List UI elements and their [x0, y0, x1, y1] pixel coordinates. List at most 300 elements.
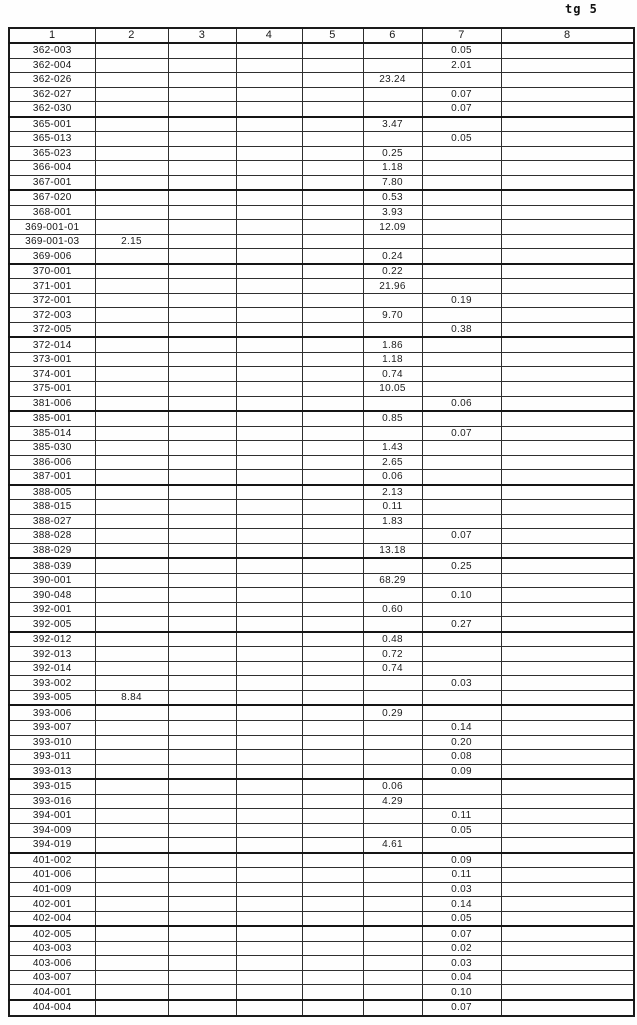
value-cell [236, 764, 302, 779]
value-cell [168, 411, 236, 426]
value-cell: 0.19 [422, 293, 501, 308]
value-cell [95, 632, 168, 647]
table-row [9, 602, 634, 617]
value-cell [422, 838, 501, 853]
table-row [9, 647, 634, 662]
value-cell [168, 764, 236, 779]
value-cell: 0.09 [422, 764, 501, 779]
value-cell [236, 868, 302, 883]
value-cell [236, 705, 302, 720]
table-row [9, 293, 634, 308]
value-cell [501, 897, 634, 912]
table-row [9, 853, 634, 868]
parcel-id-cell: 401-006 [9, 868, 95, 883]
value-cell [168, 58, 236, 73]
parcel-id-cell: 373-001 [9, 352, 95, 367]
value-cell [501, 632, 634, 647]
value-cell [363, 234, 422, 249]
value-cell [168, 161, 236, 176]
table-row [9, 882, 634, 897]
value-cell [302, 529, 363, 544]
table-row [9, 308, 634, 323]
value-cell [168, 661, 236, 676]
parcel-id-cell: 388-027 [9, 514, 95, 529]
value-cell: 0.11 [422, 868, 501, 883]
value-cell: 0.05 [422, 823, 501, 838]
value-cell [95, 705, 168, 720]
value-cell [168, 956, 236, 971]
value-cell [95, 941, 168, 956]
value-cell [168, 750, 236, 765]
column-header-1: 1 [9, 28, 95, 43]
value-cell [363, 956, 422, 971]
value-cell [95, 823, 168, 838]
parcel-id-cell: 388-028 [9, 529, 95, 544]
parcel-id-cell: 404-004 [9, 1000, 95, 1016]
value-cell [236, 132, 302, 147]
value-cell [422, 632, 501, 647]
value-cell [363, 588, 422, 603]
value-cell [422, 220, 501, 235]
value-cell [168, 205, 236, 220]
value-cell [95, 647, 168, 662]
table-row [9, 455, 634, 470]
value-cell [95, 558, 168, 573]
parcel-id-cell: 372-014 [9, 337, 95, 352]
parcel-id-cell: 385-001 [9, 411, 95, 426]
parcel-id-cell: 393-015 [9, 779, 95, 794]
value-cell [302, 87, 363, 102]
value-cell [501, 985, 634, 1000]
value-cell [501, 500, 634, 515]
value-cell [422, 279, 501, 294]
value-cell [302, 220, 363, 235]
parcel-id-cell: 362-026 [9, 73, 95, 88]
value-cell [501, 455, 634, 470]
value-cell [302, 146, 363, 161]
value-cell [363, 426, 422, 441]
value-cell [302, 897, 363, 912]
parcel-id-cell: 371-001 [9, 279, 95, 294]
parcel-id-cell: 392-005 [9, 617, 95, 632]
table-row [9, 897, 634, 912]
table-row [9, 514, 634, 529]
value-cell [236, 396, 302, 411]
table-row [9, 322, 634, 337]
value-cell [501, 87, 634, 102]
value-cell [95, 264, 168, 279]
value-cell [95, 617, 168, 632]
value-cell [501, 911, 634, 926]
value-cell [95, 73, 168, 88]
value-cell [236, 632, 302, 647]
value-cell [168, 926, 236, 941]
value-cell [302, 779, 363, 794]
value-cell [501, 102, 634, 117]
table-row [9, 764, 634, 779]
value-cell [422, 455, 501, 470]
table-row [9, 926, 634, 941]
value-cell: 0.11 [363, 500, 422, 515]
parcel-id-cell: 362-003 [9, 43, 95, 58]
value-cell [95, 293, 168, 308]
value-cell [168, 146, 236, 161]
value-cell: 0.74 [363, 367, 422, 382]
value-cell [302, 102, 363, 117]
value-cell [501, 161, 634, 176]
value-cell [363, 941, 422, 956]
value-cell [302, 485, 363, 500]
value-cell [236, 809, 302, 824]
value-cell: 4.29 [363, 794, 422, 809]
value-cell [302, 764, 363, 779]
value-cell: 0.05 [422, 43, 501, 58]
value-cell [363, 132, 422, 147]
value-cell [95, 779, 168, 794]
value-cell [95, 794, 168, 809]
value-cell [501, 602, 634, 617]
value-cell [302, 293, 363, 308]
value-cell: 0.74 [363, 661, 422, 676]
value-cell [302, 382, 363, 397]
parcel-id-cell: 394-001 [9, 809, 95, 824]
value-cell [302, 838, 363, 853]
parcel-id-cell: 388-015 [9, 500, 95, 515]
table-row [9, 588, 634, 603]
value-cell [236, 58, 302, 73]
value-cell [236, 426, 302, 441]
value-cell [168, 470, 236, 485]
value-cell [302, 322, 363, 337]
value-cell [302, 411, 363, 426]
value-cell: 0.38 [422, 322, 501, 337]
table-row [9, 779, 634, 794]
value-cell [95, 322, 168, 337]
value-cell [501, 43, 634, 58]
value-cell [302, 823, 363, 838]
value-cell [422, 234, 501, 249]
value-cell [501, 764, 634, 779]
value-cell [422, 175, 501, 190]
table-row [9, 705, 634, 720]
value-cell [236, 382, 302, 397]
value-cell: 0.06 [363, 470, 422, 485]
column-header-7: 7 [422, 28, 501, 43]
value-cell [302, 647, 363, 662]
value-cell [363, 721, 422, 736]
value-cell [236, 970, 302, 985]
parcel-id-cell: 369-001-01 [9, 220, 95, 235]
table-row [9, 132, 634, 147]
table-row [9, 956, 634, 971]
value-cell [236, 926, 302, 941]
value-cell [422, 705, 501, 720]
value-cell [168, 249, 236, 264]
value-cell [501, 249, 634, 264]
table-row [9, 87, 634, 102]
value-cell [236, 573, 302, 588]
column-header-3: 3 [168, 28, 236, 43]
parcel-id-cell: 369-001-03 [9, 234, 95, 249]
value-cell [501, 529, 634, 544]
table-row [9, 823, 634, 838]
value-cell [168, 853, 236, 868]
value-cell [95, 396, 168, 411]
value-cell [236, 455, 302, 470]
value-cell [302, 853, 363, 868]
value-cell [168, 308, 236, 323]
value-cell [95, 602, 168, 617]
value-cell [168, 396, 236, 411]
value-cell [236, 514, 302, 529]
value-cell [168, 779, 236, 794]
value-cell [236, 602, 302, 617]
value-cell [95, 588, 168, 603]
value-cell [501, 514, 634, 529]
value-cell [302, 661, 363, 676]
parcel-id-cell: 390-048 [9, 588, 95, 603]
value-cell [363, 911, 422, 926]
parcel-id-cell: 387-001 [9, 470, 95, 485]
table-row [9, 102, 634, 117]
value-cell [236, 220, 302, 235]
parcel-id-cell: 369-006 [9, 249, 95, 264]
value-cell [168, 617, 236, 632]
value-cell [168, 293, 236, 308]
value-cell: 13.18 [363, 543, 422, 558]
value-cell [95, 382, 168, 397]
value-cell [236, 823, 302, 838]
value-cell [168, 264, 236, 279]
value-cell [422, 485, 501, 500]
value-cell [95, 102, 168, 117]
parcel-id-cell: 372-001 [9, 293, 95, 308]
value-cell [363, 322, 422, 337]
value-cell: 0.60 [363, 602, 422, 617]
table-row [9, 411, 634, 426]
value-cell [501, 190, 634, 205]
table-row [9, 146, 634, 161]
value-cell [95, 132, 168, 147]
table-row [9, 485, 634, 500]
value-cell [236, 647, 302, 662]
value-cell [302, 690, 363, 705]
parcel-id-cell: 386-006 [9, 455, 95, 470]
value-cell [363, 690, 422, 705]
table-row [9, 617, 634, 632]
value-cell: 0.27 [422, 617, 501, 632]
table-row [9, 794, 634, 809]
value-cell [501, 264, 634, 279]
value-cell [168, 970, 236, 985]
value-cell: 2.13 [363, 485, 422, 500]
table-row [9, 750, 634, 765]
value-cell [501, 411, 634, 426]
value-cell [501, 322, 634, 337]
parcel-id-cell: 367-001 [9, 175, 95, 190]
value-cell [95, 573, 168, 588]
value-cell [236, 322, 302, 337]
parcel-id-cell: 370-001 [9, 264, 95, 279]
value-cell: 68.29 [363, 573, 422, 588]
value-cell [236, 735, 302, 750]
value-cell [168, 911, 236, 926]
table-row [9, 396, 634, 411]
value-cell [422, 514, 501, 529]
value-cell [168, 514, 236, 529]
value-cell [236, 470, 302, 485]
table-row [9, 264, 634, 279]
table-row [9, 838, 634, 853]
value-cell [168, 43, 236, 58]
value-cell: 4.61 [363, 838, 422, 853]
value-cell [302, 602, 363, 617]
value-cell [302, 868, 363, 883]
value-cell [501, 382, 634, 397]
parcel-id-cell: 401-002 [9, 853, 95, 868]
value-cell [501, 882, 634, 897]
value-cell [302, 632, 363, 647]
value-cell [168, 529, 236, 544]
value-cell [168, 602, 236, 617]
table-row [9, 337, 634, 352]
value-cell [302, 352, 363, 367]
parcel-id-cell: 392-013 [9, 647, 95, 662]
value-cell [501, 175, 634, 190]
value-cell: 9.70 [363, 308, 422, 323]
value-cell: 0.14 [422, 721, 501, 736]
parcel-id-cell: 393-005 [9, 690, 95, 705]
value-cell [501, 750, 634, 765]
value-cell [422, 500, 501, 515]
value-cell [422, 308, 501, 323]
table-body [9, 43, 634, 1016]
value-cell [363, 102, 422, 117]
parcel-id-cell: 388-005 [9, 485, 95, 500]
value-cell [95, 985, 168, 1000]
value-cell [501, 485, 634, 500]
value-cell [501, 58, 634, 73]
value-cell [363, 87, 422, 102]
value-cell: 0.48 [363, 632, 422, 647]
value-cell [236, 911, 302, 926]
value-cell [363, 882, 422, 897]
value-cell [168, 735, 236, 750]
value-cell [236, 838, 302, 853]
value-cell: 1.86 [363, 337, 422, 352]
value-cell [363, 293, 422, 308]
table-row [9, 367, 634, 382]
table-row [9, 1000, 634, 1016]
value-cell [236, 985, 302, 1000]
value-cell [501, 117, 634, 132]
value-cell [168, 941, 236, 956]
value-cell [168, 500, 236, 515]
value-cell [95, 43, 168, 58]
value-cell: 0.03 [422, 882, 501, 897]
value-cell [501, 809, 634, 824]
value-cell [95, 868, 168, 883]
value-cell [501, 234, 634, 249]
table-row [9, 382, 634, 397]
value-cell [501, 956, 634, 971]
value-cell [501, 308, 634, 323]
parcel-id-cell: 385-030 [9, 441, 95, 456]
value-cell: 7.80 [363, 175, 422, 190]
value-cell [168, 1000, 236, 1016]
value-cell [501, 853, 634, 868]
value-cell [501, 573, 634, 588]
value-cell [168, 132, 236, 147]
value-cell [168, 455, 236, 470]
parcel-id-cell: 390-001 [9, 573, 95, 588]
table-row [9, 573, 634, 588]
value-cell: 0.05 [422, 911, 501, 926]
table-row [9, 941, 634, 956]
value-cell [302, 705, 363, 720]
value-cell [236, 337, 302, 352]
parcel-id-cell: 392-012 [9, 632, 95, 647]
value-cell [501, 735, 634, 750]
value-cell [168, 220, 236, 235]
value-cell [236, 161, 302, 176]
value-cell: 0.10 [422, 588, 501, 603]
data-table [8, 27, 635, 1017]
column-header-8: 8 [501, 28, 634, 43]
value-cell [236, 750, 302, 765]
parcel-id-cell: 393-006 [9, 705, 95, 720]
value-cell [236, 500, 302, 515]
value-cell [422, 779, 501, 794]
table-row [9, 58, 634, 73]
parcel-id-cell: 365-023 [9, 146, 95, 161]
value-cell [168, 441, 236, 456]
value-cell: 0.09 [422, 853, 501, 868]
value-cell [236, 146, 302, 161]
value-cell: 0.07 [422, 426, 501, 441]
value-cell [168, 882, 236, 897]
value-cell [363, 43, 422, 58]
value-cell [422, 382, 501, 397]
parcel-id-cell: 394-019 [9, 838, 95, 853]
value-cell [302, 809, 363, 824]
value-cell [501, 794, 634, 809]
value-cell: 2.65 [363, 455, 422, 470]
value-cell [302, 543, 363, 558]
value-cell [236, 543, 302, 558]
value-cell [95, 897, 168, 912]
parcel-id-cell: 393-007 [9, 721, 95, 736]
value-cell: 0.72 [363, 647, 422, 662]
value-cell [168, 190, 236, 205]
value-cell [302, 264, 363, 279]
value-cell [363, 1000, 422, 1016]
parcel-id-cell: 362-030 [9, 102, 95, 117]
value-cell [236, 882, 302, 897]
value-cell [363, 926, 422, 941]
value-cell [168, 485, 236, 500]
value-cell [236, 367, 302, 382]
table-row [9, 970, 634, 985]
value-cell [236, 411, 302, 426]
value-cell [95, 764, 168, 779]
value-cell [236, 721, 302, 736]
table-row [9, 117, 634, 132]
value-cell [302, 308, 363, 323]
value-cell [168, 809, 236, 824]
value-cell: 0.24 [363, 249, 422, 264]
value-cell [236, 279, 302, 294]
